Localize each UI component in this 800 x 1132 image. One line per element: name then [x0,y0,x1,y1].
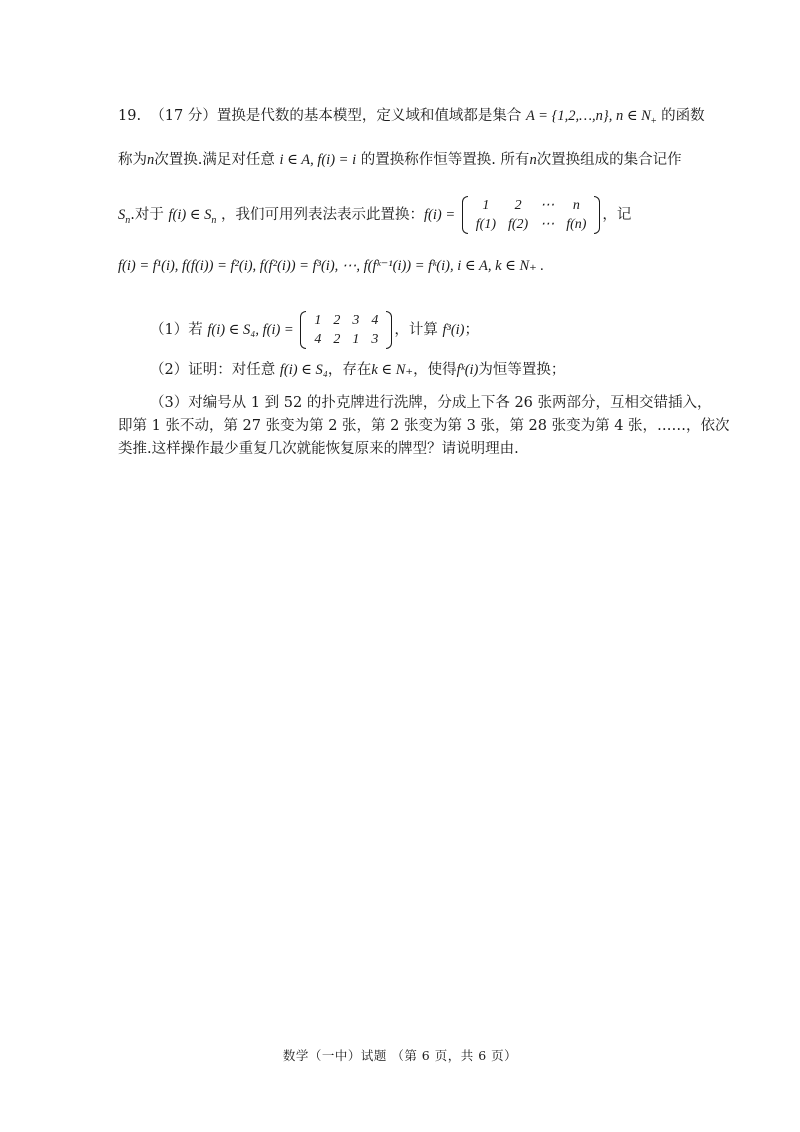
part-3-line-2: 即第 1 张不动，第 27 张变为第 2 张，第 2 张变为第 3 张，第 28 张变为第 4 张，……，依次 [118,418,730,434]
matrix-cell: 2 [333,332,341,347]
matrix-cell: 4 [371,313,379,328]
part1-tail-a: ，计算 [394,322,438,338]
line2-n: n [147,152,155,168]
page-footer: 数学（一中）试题 （第 6 页，共 6 页） [282,1048,518,1063]
matrix-cell: 1 [352,332,360,347]
part2-text-d: 为恒等置换； [478,362,566,378]
problem-line-3 [118,196,688,234]
line2-text-b: 次置换.满足对任意 [154,152,275,168]
matrix-cell: 2 [514,198,522,213]
part2-text-b: ，存在 [327,362,372,378]
permutation-matrix-general [462,196,601,234]
part2-text-c: ，使得 [413,362,457,378]
part-2 [150,360,720,380]
matrix-cell: 2 [333,313,341,328]
part1-expr: f(i) ∈ S₄, f(i) = [207,322,294,338]
line2-text-a: 称为 [118,152,147,168]
part2-text-a: （2）证明：对任意 [150,362,276,378]
part1-tail-b: ； [464,322,479,338]
matrix-cell: f(1) [475,217,496,232]
permutation-matrix-s4 [300,311,392,349]
set-expression: A = {1,2,…,n}, n ∈ N [525,108,651,124]
part2-expr1: f(i) ∈ S₄ [279,362,328,378]
problem-line-2 [118,150,688,170]
problem-points: （17 分） [150,108,217,124]
set-s: S [118,207,126,223]
line2-text-d: 次置换组成的集合记作 [536,152,682,168]
line3-f-eq: f(i) = [424,207,456,223]
part2-expr3: fᵏ(i) [456,362,479,378]
matrix-cell: ⋯ [540,198,555,213]
matrix-cell: 1 [314,313,322,328]
matrix-cell: 3 [352,313,360,328]
line3-tail: ，记 [602,207,632,223]
problem-line-1 [118,106,705,127]
matrix-cell: 1 [482,198,490,213]
set-subscript: + [650,115,657,127]
line2-n2: n [529,152,537,168]
line3-f-expr: f(i) ∈ S [168,207,212,223]
part-1 [150,311,720,349]
line2-text-c: 的置换称作恒等置换. 所有 [360,152,530,168]
matrix-cell: f(n) [566,217,587,232]
problem-number: 19. [118,108,142,124]
part1-tail-expr: f³(i) [442,322,465,338]
problem-intro-tail: 的函数 [661,108,705,124]
part-3-line-3: 类推.这样操作最少重复几次就能恢复原来的牌型？请说明理由. [118,441,519,457]
line3-f-sub: n [211,214,217,226]
matrix-cell: f(2) [507,217,529,232]
matrix-cell: ⋯ [540,217,555,232]
matrix-cell: 3 [371,332,379,347]
line3-text-b: ，我们可用列表法表示此置换： [221,207,425,223]
part1-label: （1）若 [150,322,203,338]
problem-line-4: f(i) = f¹(i), f(f(i)) = f²(i), f(f²(i)) = f³(i), ⋯, f(fᵏ⁻¹(i)) = fᵏ(i), i ∈ A, k ∈ N₊ . [118,258,545,274]
line3-text-a: .对于 [130,207,164,223]
part-3-line-1: （3）对编号从 1 到 52 的扑克牌进行洗牌，分成上下各 26 张两部分，互相交错插入， [150,395,712,411]
identity-condition: i ∈ A, f(i) = i [279,152,357,168]
problem-intro: 置换是代数的基本模型，定义域和值域都是集合 [216,108,522,124]
matrix-cell: 4 [314,332,322,347]
set-s-sub: n [125,214,131,226]
matrix-cell: n [572,198,580,213]
part2-expr2: k ∈ N₊ [371,362,414,378]
